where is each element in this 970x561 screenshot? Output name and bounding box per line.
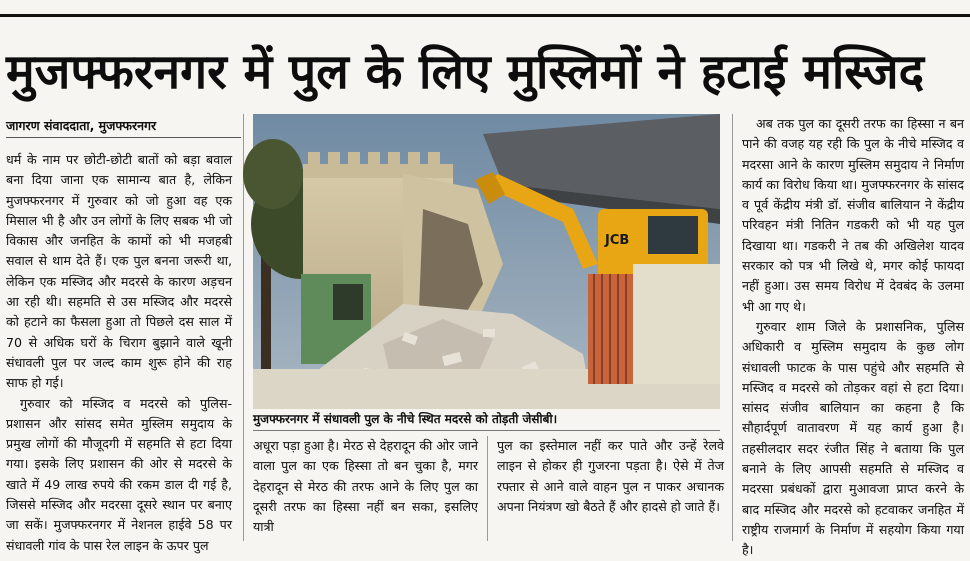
paragraph: अब तक पुल का दूसरी तरफ का हिस्सा न बन पाने की वजह यह रही कि पुल के नीचे मस्जिद व मदरसा आने के कारण मुस्लिम समुदाय ने निर्माण कार्य का विरोध किया था। मुजफ्फरनगर के सांसद व पूर्व केंद्रीय मंत्री डॉ. संजीव बालियान ने केंद्रीय परिवहन मंत्री नितिन गडकरी को भी यह पुल दिखाया था। गडकरी ने तब की अखिलेश यादव सरकार को पत्र भी लिखे थे, मगर कोई फायदा नहीं हुआ। उस समय विरोध में देवबंद के उलमा भी आ गए थे। (742, 116, 964, 314)
byline: जागरण संवाददाता, मुजफ्फरनगर (6, 117, 241, 138)
article-column-2 (253, 436, 478, 541)
paragraph: धर्म के नाम पर छोटी-छोटी बातों को बड़ा बवाल बना दिया जाना एक सामान्य बात है, लेकिन मुजफ्फरनगर में गुरुवार को जो हुआ वह एक मिसाल भी है और उन लोगों के लिए सबक भी जो विकास और जनहित के कामों को भी मजहबी सवाल से थाम देते हैं। एक पुल बनना जरूरी था, लेकिन एक मस्जिद और मदरसे के कारण अड़चन आ रही थी। सहमति से उस मस्जिद और मदरसे को हटाने का फैसला हुआ तो पिछले दस साल में 70 से अधिक घरों के चिराग बुझाने वाले खूनी संधावली पुल पर जल्द काम शुरू होने की राह साफ हो गई। (6, 152, 232, 391)
article-column-3 (497, 436, 724, 541)
caption-rule (253, 430, 720, 431)
top-rule (0, 14, 970, 17)
demolition-photo-illustration (253, 114, 720, 409)
article-column-4 (742, 114, 964, 558)
column-divider (732, 114, 733, 541)
photo-caption: मुजफ्फरनगर में संधावली पुल के नीचे स्थित मदरसे को तोड़ती जेसीबी। (253, 412, 558, 426)
headline: मुजफ्फरनगर में पुल के लिए मुस्लिमों ने हटाई मस्जिद (6, 44, 925, 100)
paragraph: अधूरा पड़ा हुआ है। मेरठ से देहरादून की ओर जाने वाला पुल का एक हिस्सा तो बन चुका है, मगर देहरादून से मेरठ की तरफ आने के लिए पुल का दूसरी तरफ का हिस्सा नहीं बन सका, इसलिए यात्री (253, 438, 478, 535)
article-column-1 (6, 150, 232, 553)
paragraph: गुरुवार को मस्जिद व मदरसे को पुलिस-प्रशासन और सांसद समेत मुस्लिम समुदाय के प्रमुख लोगों की मौजूदगी में सहमति से हटा दिया गया। इसके लिए प्रशासन की ओर से मदरसे के खाते में 49 लाख रुपये की रकम डाल दी गई है, जिससे मस्जिद और मदरसा दूसरे स्थान पर बनाए जा सकें। मुजफ्फरनगर में नेशनल हाईवे 58 पर संधावली गांव के पास रेल लाइन के ऊपर पुल (6, 395, 232, 553)
paragraph: पुल का इस्तेमाल नहीं कर पाते और उन्हें रेलवे लाइन से होकर ही गुजरना पड़ता है। ऐसे में तेज रफ्तार से आने वाले वाहन पुल न पाकर अचानक अपना नियंत्रण खो बैठते हैं और हादसे हो जाते हैं। (497, 438, 724, 514)
column-divider (487, 436, 488, 541)
paragraph: गुरुवार शाम जिले के प्रशासनिक, पुलिस अधिकारी व मुस्लिम समुदाय के कुछ लोग संधावली फाटक के पास पहुंचे और सहमति से मस्जिद व मदरसे को तोड़कर वहां से हटा दिया। सांसद संजीव बालियान का कहना है कि सौहार्दपूर्ण वातावरण में यह कार्य हुआ है। तहसीलदार सदर रंजीत सिंह ने बताया कि पुल बनाने के लिए आपसी सहमति से मस्जिद व मदरसा प्रबंधकों द्वारा मुआवजा प्राप्त करने के बाद मस्जिद और मदरसे को हटवाकर जनहित में राष्ट्रीय राजमार्ग के निर्माण में सहयोग किया गया है। (742, 318, 964, 558)
news-photo (253, 114, 720, 409)
jcb-logo-text: JCB (605, 233, 630, 248)
